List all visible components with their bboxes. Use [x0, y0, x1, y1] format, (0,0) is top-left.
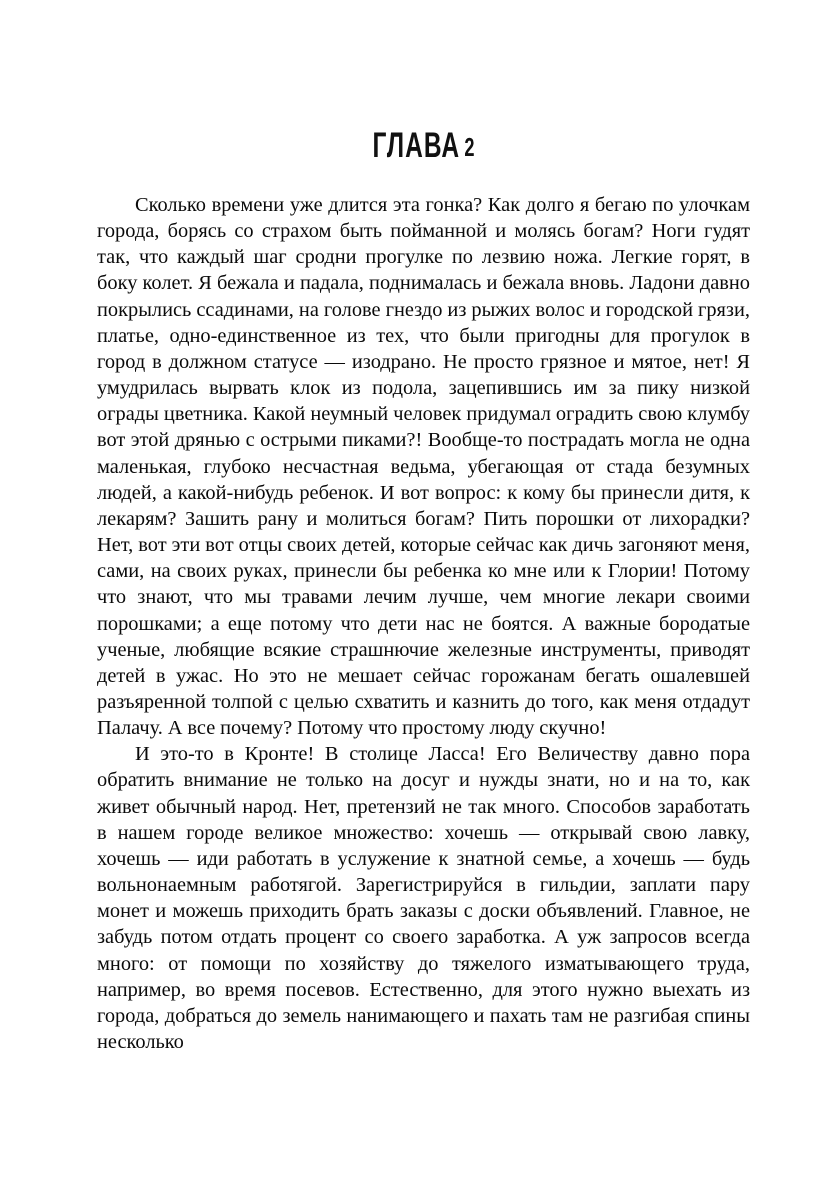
paragraph-1: Сколько времени уже длится эта гонка? Как долго я бегаю по улочкам города, борясь со страхом быть пойманной и молясь богам? Ноги гудят так, что каждый шаг сродни прогулке по лезвию ножа. Легкие горят, в боку колет. Я бежала и падала, поднималась и бежала вновь. Ладони давно покрылись ссадинами, на голове гнездо из рыжих волос и городской грязи, платье, одно-единственное из тех, что были пригодны для прогулок в город в должном статусе — изодрано. Не просто грязное и мятое, нет! Я умудрилась вырвать клок из подола, зацепившись им за пику низкой ограды цветника. Какой неумный человек придумал оградить свою клумбу вот этой дрянью с острыми пиками?! Вообще-то пострадать могла не одна маленькая, глубоко несчастная ведьма, убегающая от стада безумных людей, а какой-нибудь ребенок. И вот вопрос: к кому бы принесли дитя, к лекарям? Зашить рану и молиться богам? Пить порошки от лихорадки? Нет, вот эти вот отцы своих детей, которые сейчас как дичь загоняют меня, сами, на своих руках, принесли бы ребенка ко мне или к Глории! Потому что знают, что мы травами лечим лучше, чем многие лекари своими порошками; а еще потому что дети нас не боятся. А важные бородатые ученые, любящие всякие страшнючие железные инструменты, приводят детей в ужас. Но это не мешает сейчас горожанам бегать ошалевшей разъяренной толпой с целью схватить и казнить до того, как меня отдадут Палачу. А все почему? Потому что простому люду скучно!	[97, 194, 750, 740]
paragraph-2: И это-то в Кронте! В столице Ласса! Его Величеству давно пора обратить внимание не только на досуг и нужды знати, но и на то, как живет обычный народ. Нет, претензий не так много. Способов заработать в нашем городе великое множество: хочешь — открывай свою лавку, хочешь — иди работать в услужение к знатной семье, а хочешь — будь вольнонаемным работягой. Зарегистрируйся в гильдии, заплати пару монет и можешь приходить брать заказы с доски объявлений. Главное, не забудь потом отдать процент со своего заработка. А уж запросов всегда много: от помощи по хозяйству до тяжелого изматывающего труда, например, во время посевов. Естественно, для этого нужно выехать из города, добраться до земель нанимающего и пахать там не разгибая спины несколько	[97, 743, 750, 1053]
chapter-heading	[195, 126, 652, 168]
chapter-heading-word: ГЛАВА	[372, 126, 461, 165]
body-text	[97, 192, 750, 1055]
chapter-heading-number: 2	[464, 132, 475, 162]
